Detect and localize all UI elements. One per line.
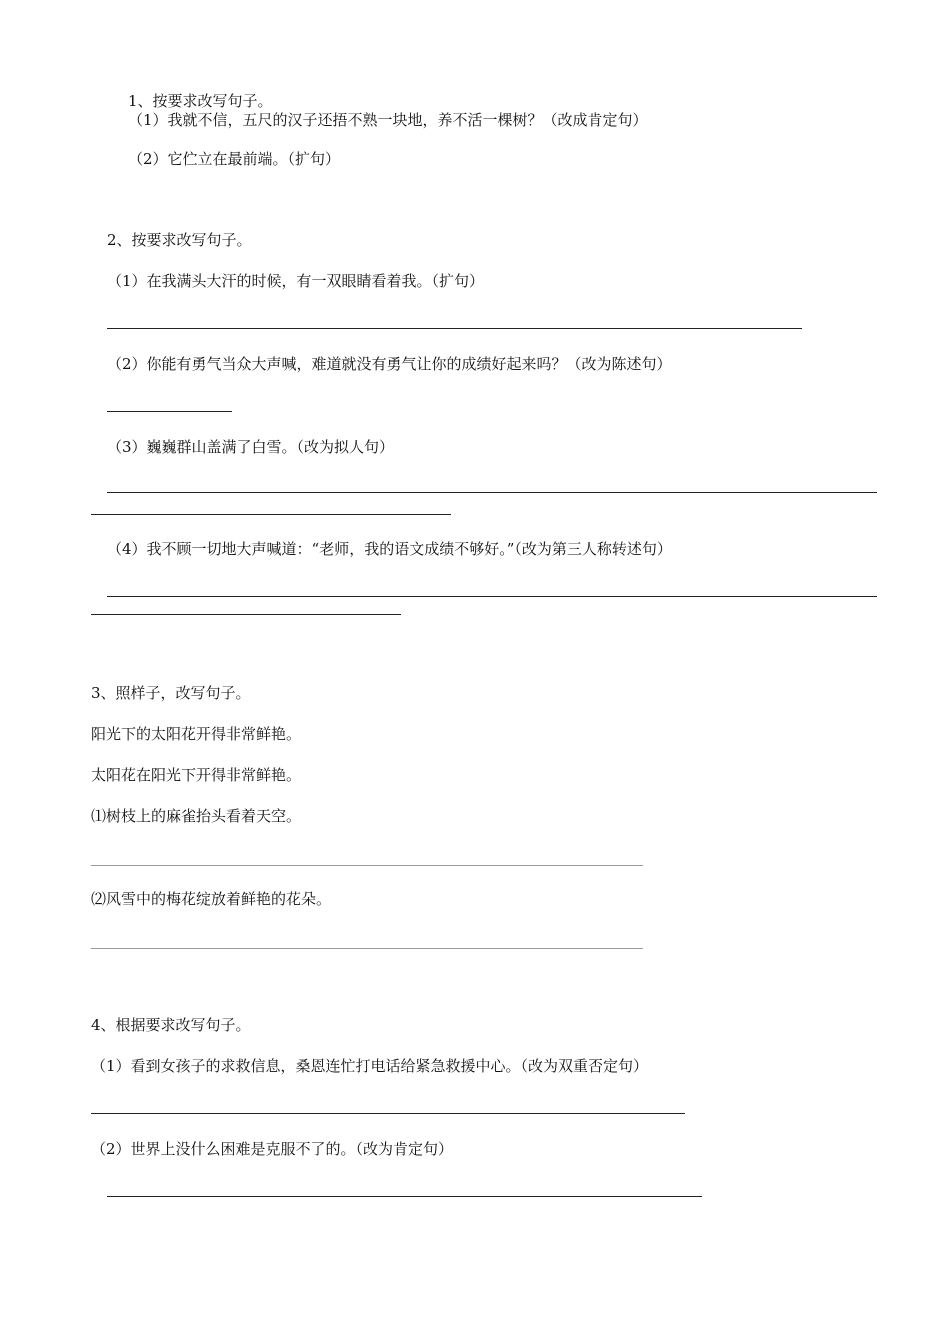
q3-item-2: ⑵风雪中的梅花绽放着鲜艳的花朵。 — [91, 890, 332, 908]
q2-item-2: （2）你能有勇气当众大声喊，难道就没有勇气让你的成绩好起来吗？（改为陈述句） — [107, 355, 672, 373]
q1-title: 1、按要求改写句子。 — [128, 92, 273, 110]
q2-answer-line-3b[interactable] — [91, 514, 451, 515]
q1-item-1: （1）我就不信，五尺的汉子还捂不熟一块地，养不活一棵树？（改成肯定句） — [128, 111, 648, 129]
q2-answer-line-3a[interactable] — [107, 492, 877, 493]
q2-item-4: （4）我不顾一切地大声喊道：“老师，我的语文成绩不够好。”（改为第三人称转述句） — [107, 540, 672, 558]
q2-answer-line-4b[interactable] — [91, 614, 401, 615]
q3-example-2: 太阳花在阳光下开得非常鲜艳。 — [91, 766, 302, 784]
q4-title: 4、根据要求改写句子。 — [91, 1016, 251, 1034]
q2-answer-line-4a[interactable] — [107, 596, 877, 597]
q1-item-2: （2）它伫立在最前端。（扩句） — [128, 150, 341, 168]
q3-answer-line-2[interactable] — [91, 948, 643, 949]
q2-item-3: （3）巍巍群山盖满了白雪。（改为拟人句） — [107, 438, 395, 456]
q2-answer-line-2[interactable] — [107, 411, 232, 412]
q3-title: 3、照样子，改写句子。 — [91, 684, 251, 702]
q2-answer-line-1[interactable] — [107, 328, 802, 329]
q3-item-1: ⑴树枝上的麻雀抬头看着天空。 — [91, 807, 302, 825]
q2-item-1: （1）在我满头大汗的时候，有一双眼睛看着我。（扩句） — [107, 272, 485, 290]
q4-answer-line-1[interactable] — [91, 1113, 685, 1114]
q3-answer-line-1[interactable] — [91, 865, 643, 866]
q4-item-2: （2）世界上没什么困难是克服不了的。（改为肯定句） — [91, 1140, 454, 1158]
q4-answer-line-2[interactable] — [107, 1196, 702, 1197]
q2-title: 2、按要求改写句子。 — [107, 231, 252, 249]
q4-item-1: （1）看到女孩子的求救信息，桑恩连忙打电话给紧急救援中心。（改为双重否定句） — [91, 1057, 649, 1075]
q3-example-1: 阳光下的太阳花开得非常鲜艳。 — [91, 725, 302, 743]
